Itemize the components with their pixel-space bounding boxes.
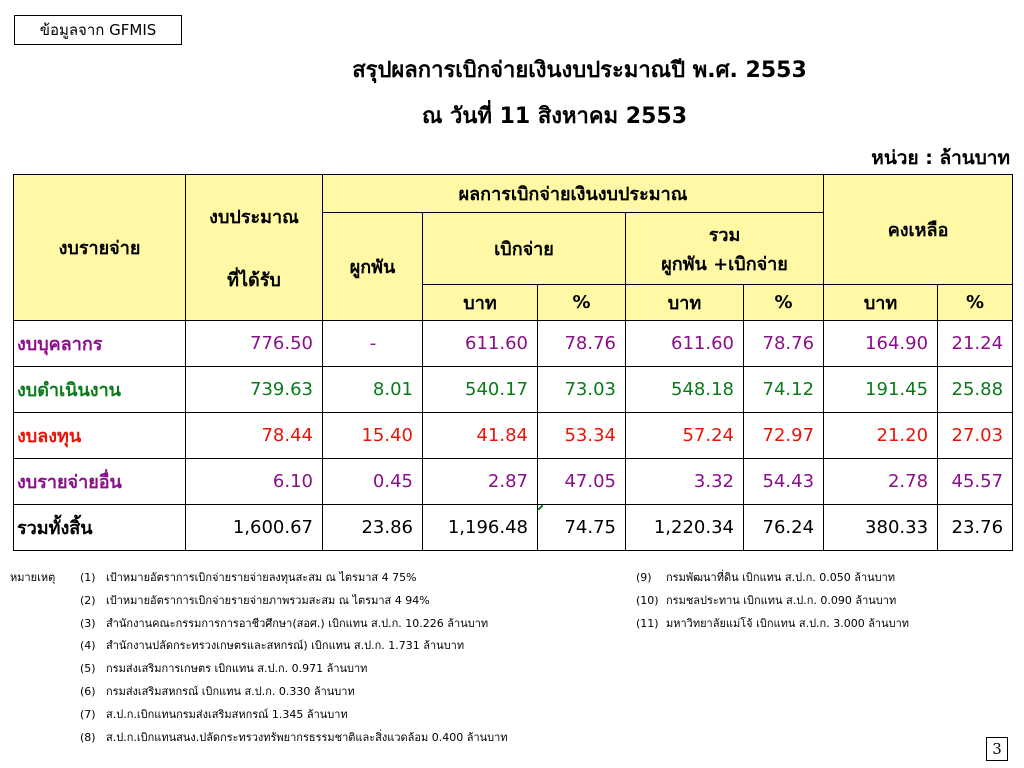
row-label: งบรายจ่ายอื่น (14, 459, 186, 505)
cell-disb-pct: 78.76 (538, 321, 626, 367)
green-tick-mark (538, 505, 543, 510)
cell-rem-baht: 191.45 (824, 367, 938, 413)
note-text: กรมพัฒนาที่ดิน เบิกแทน ส.ป.ก. 0.050 ล้านบาท (666, 571, 896, 584)
note-item (10, 613, 508, 636)
note-number: (3) (80, 616, 96, 630)
note-item (10, 590, 508, 613)
note-number: (6) (80, 684, 96, 698)
header-budget-line1: งบประมาณ (209, 206, 299, 228)
header-total (626, 213, 824, 285)
cell-rem-baht: 164.90 (824, 321, 938, 367)
row-label: งบบุคลากร (14, 321, 186, 367)
note-item (636, 613, 909, 636)
note-item (636, 567, 909, 590)
note-text: ส.ป.ก.เบิกแทนกรมส่งเสริมสหกรณ์ 1.345 ล้านบาท (106, 707, 348, 721)
cell-rem-pct: 27.03 (938, 413, 1013, 459)
note-number: (4) (80, 639, 96, 653)
data-source-label: ข้อมูลจาก GFMIS (14, 15, 182, 45)
cell-disb-pct: 47.05 (538, 459, 626, 505)
page-subtitle-date: ณ วันที่ 11 สิงหาคม 2553 (421, 104, 688, 129)
cell-total-pct: 76.24 (744, 505, 824, 551)
row-label: รวมทั้งสิ้น (14, 505, 186, 551)
header-total-baht: บาท (626, 285, 744, 321)
note-number: (8) (80, 730, 96, 744)
header-commit: ผูกพัน (323, 213, 423, 321)
cell-rem-pct: 21.24 (938, 321, 1013, 367)
header-rem-baht: บาท (824, 285, 938, 321)
cell-rem-pct: 25.88 (938, 367, 1013, 413)
note-text: สำนักงานปลัดกระทรวงเกษตรและสหกรณ์) เบิกแทน ส.ป.ก. 1.731 ล้านบาท (106, 639, 465, 653)
note-text: ส.ป.ก.เบิกแทนสนง.ปลัดกระทรวงทรัพยากรธรรมชาติและสิ่งแวดล้อม 0.400 ล้านบาท (106, 730, 508, 744)
cell-budget: 6.10 (186, 459, 323, 505)
note-number: (2) (80, 593, 96, 607)
cell-budget: 1,600.67 (186, 505, 323, 551)
header-disburse: เบิกจ่าย (423, 213, 626, 285)
cell-total-baht: 1,220.34 (626, 505, 744, 551)
notes-right (636, 567, 909, 635)
cell-commit: 0.45 (323, 459, 423, 505)
cell-disb-baht: 1,196.48 (423, 505, 538, 551)
notes-prefix: หมายเหตุ (10, 571, 56, 584)
cell-disb-baht: 41.84 (423, 413, 538, 459)
cell-rem-baht: 21.20 (824, 413, 938, 459)
table-row (14, 321, 1013, 367)
cell-rem-baht: 2.78 (824, 459, 938, 505)
note-number: (10) (636, 593, 659, 607)
unit-label: หน่วย : ล้านบาท (871, 147, 1010, 169)
header-budget-line2: ที่ได้รับ (227, 269, 281, 291)
cell-budget: 776.50 (186, 321, 323, 367)
header-total-pct: % (744, 285, 824, 321)
note-item (10, 658, 508, 681)
cell-disb-pct: 53.34 (538, 413, 626, 459)
cell-commit: 8.01 (323, 367, 423, 413)
header-total-line1: รวม (708, 224, 741, 246)
header-total-line2: ผูกพัน +เบิกจ่าย (661, 253, 788, 275)
page-title: สรุปผลการเบิกจ่ายเงินงบประมาณปี พ.ศ. 2553 (352, 58, 807, 83)
note-number: (5) (80, 662, 96, 676)
cell-total-pct: 72.97 (744, 413, 824, 459)
row-label: งบลงทุน (14, 413, 186, 459)
note-text: มหาวิทยาลัยแม่โจ้ เบิกแทน ส.ป.ก. 3.000 ล้านบาท (666, 616, 910, 630)
cell-disb-baht: 540.17 (423, 367, 538, 413)
note-text: กรมส่งเสริมการเกษตร เบิกแทน ส.ป.ก. 0.971 ล้านบาท (106, 662, 368, 676)
note-text: สำนักงานคณะกรรมการการอาชีวศึกษา(สอศ.) เบิกแทน ส.ป.ก. 10.226 ล้านบาท (106, 616, 489, 630)
note-item (10, 704, 508, 727)
cell-total-baht: 548.18 (626, 367, 744, 413)
cell-total-pct: 74.12 (744, 367, 824, 413)
note-text: เป้าหมายอัตราการเบิกจ่ายรายจ่ายลงทุนสะสม ณ ไตรมาส 4 75% (106, 571, 417, 584)
header-expense: งบรายจ่าย (14, 175, 186, 321)
header-disb-baht: บาท (423, 285, 538, 321)
note-text: เป้าหมายอัตราการเบิกจ่ายรายจ่ายภาพรวมสะสม ณ ไตรมาส 4 94% (106, 593, 430, 607)
header-budget (186, 175, 323, 321)
note-number: (9) (636, 571, 652, 584)
header-disb-pct: % (538, 285, 626, 321)
cell-budget: 78.44 (186, 413, 323, 459)
header-remaining: คงเหลือ (824, 175, 1013, 285)
page-number: 3 (986, 737, 1008, 761)
notes-left (10, 567, 508, 749)
cell-disb-pct: 74.75 (538, 505, 626, 551)
cell-disb-baht: 2.87 (423, 459, 538, 505)
cell-rem-baht: 380.33 (824, 505, 938, 551)
note-item (10, 681, 508, 704)
cell-budget: 739.63 (186, 367, 323, 413)
note-item (10, 567, 508, 590)
cell-total-baht: 3.32 (626, 459, 744, 505)
header-rem-pct: % (938, 285, 1013, 321)
cell-commit: 23.86 (323, 505, 423, 551)
note-number: (11) (636, 616, 659, 630)
note-item (10, 727, 508, 750)
cell-commit: 15.40 (323, 413, 423, 459)
row-label: งบดำเนินงาน (14, 367, 186, 413)
cell-total-baht: 57.24 (626, 413, 744, 459)
note-item (10, 635, 508, 658)
note-text: กรมส่งเสริมสหกรณ์ เบิกแทน ส.ป.ก. 0.330 ล้านบาท (106, 684, 355, 698)
cell-disb-baht: 611.60 (423, 321, 538, 367)
cell-total-pct: 78.76 (744, 321, 824, 367)
table-row-total (14, 505, 1013, 551)
header-result: ผลการเบิกจ่ายเงินงบประมาณ (323, 175, 824, 213)
cell-total-pct: 54.43 (744, 459, 824, 505)
note-item (636, 590, 909, 613)
note-text: กรมชลประทาน เบิกแทน ส.ป.ก. 0.090 ล้านบาท (666, 593, 897, 607)
table-row (14, 413, 1013, 459)
table-row (14, 367, 1013, 413)
cell-rem-pct: 23.76 (938, 505, 1013, 551)
table-row (14, 459, 1013, 505)
cell-commit: - (323, 321, 423, 367)
budget-disbursement-table (13, 174, 1013, 551)
cell-rem-pct: 45.57 (938, 459, 1013, 505)
note-number: (7) (80, 707, 96, 721)
cell-disb-pct: 73.03 (538, 367, 626, 413)
note-number: (1) (80, 571, 96, 584)
cell-total-baht: 611.60 (626, 321, 744, 367)
